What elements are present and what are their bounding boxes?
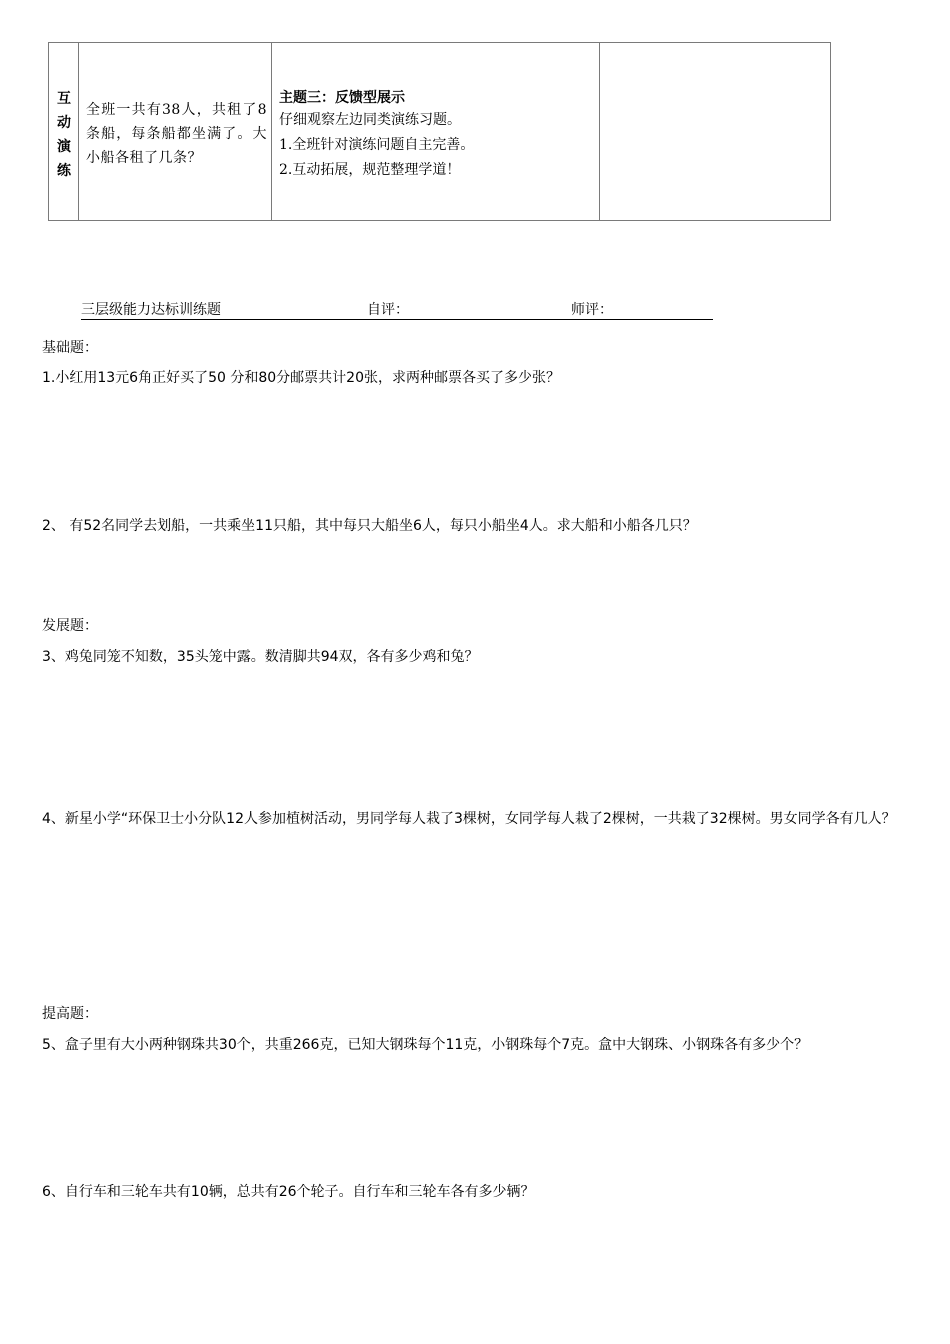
teacher-eval-label: 师评： xyxy=(571,302,613,318)
section-label-char: 练 xyxy=(57,163,71,179)
self-eval-label: 自评： xyxy=(367,302,409,318)
theme-line: 仔细观察左边同类演练习题。 xyxy=(279,112,461,128)
section-label-char: 动 xyxy=(57,115,71,131)
section-label xyxy=(49,87,79,183)
question-1: 1.小红用13元6角正好买了50 分和80分邮票共计20张，求两种邮票各买了多少张？ xyxy=(42,370,560,386)
development-section-heading: 发展题： xyxy=(42,618,98,634)
theme-cell xyxy=(272,43,600,220)
section-label-char: 互 xyxy=(57,91,71,107)
question-2: 2、 有52名同学去划船，一共乘坐11只船，其中每只大船坐6人，每只小船坐4人。求大船和小船各几只？ xyxy=(42,518,697,534)
theme-title: 主题三：反馈型展示 xyxy=(279,90,405,106)
question-4: 4、新星小学“环保卫士小分队12人参加植树活动，男同学每人栽了3棵树，女同学每人栽了2棵树，一共栽了32棵树。男女同学各有几人？ xyxy=(42,811,896,827)
problem-text: 全班一共有38人，共租了8条船，每条船都坐满了。大小船各租了几条？ xyxy=(86,102,267,166)
basic-section-heading: 基础题： xyxy=(42,340,98,356)
theme-line: 1.全班针对演练问题自主完善。 xyxy=(279,137,475,153)
problem-cell xyxy=(79,43,272,220)
question-3: 3、鸡兔同笼不知数，35头笼中露。数清脚共94双，各有多少鸡和兔？ xyxy=(42,649,479,665)
activity-table xyxy=(48,42,831,221)
advanced-section-heading: 提高题： xyxy=(42,1006,98,1022)
training-header xyxy=(81,301,713,320)
theme-line: 2.互动拓展，规范整理学道！ xyxy=(279,162,461,178)
empty-notes-cell xyxy=(600,43,830,220)
section-label-cell xyxy=(49,43,79,220)
training-title: 三层级能力达标训练题 xyxy=(81,302,221,318)
question-6: 6、自行车和三轮车共有10辆，总共有26个轮子。自行车和三轮车各有多少辆？ xyxy=(42,1184,535,1200)
section-label-char: 演 xyxy=(57,139,71,155)
question-5: 5、盒子里有大小两种钢珠共30个，共重266克，已知大钢珠每个11克，小钢珠每个7克。盒中大钢珠、小钢珠各有多少个？ xyxy=(42,1037,809,1053)
